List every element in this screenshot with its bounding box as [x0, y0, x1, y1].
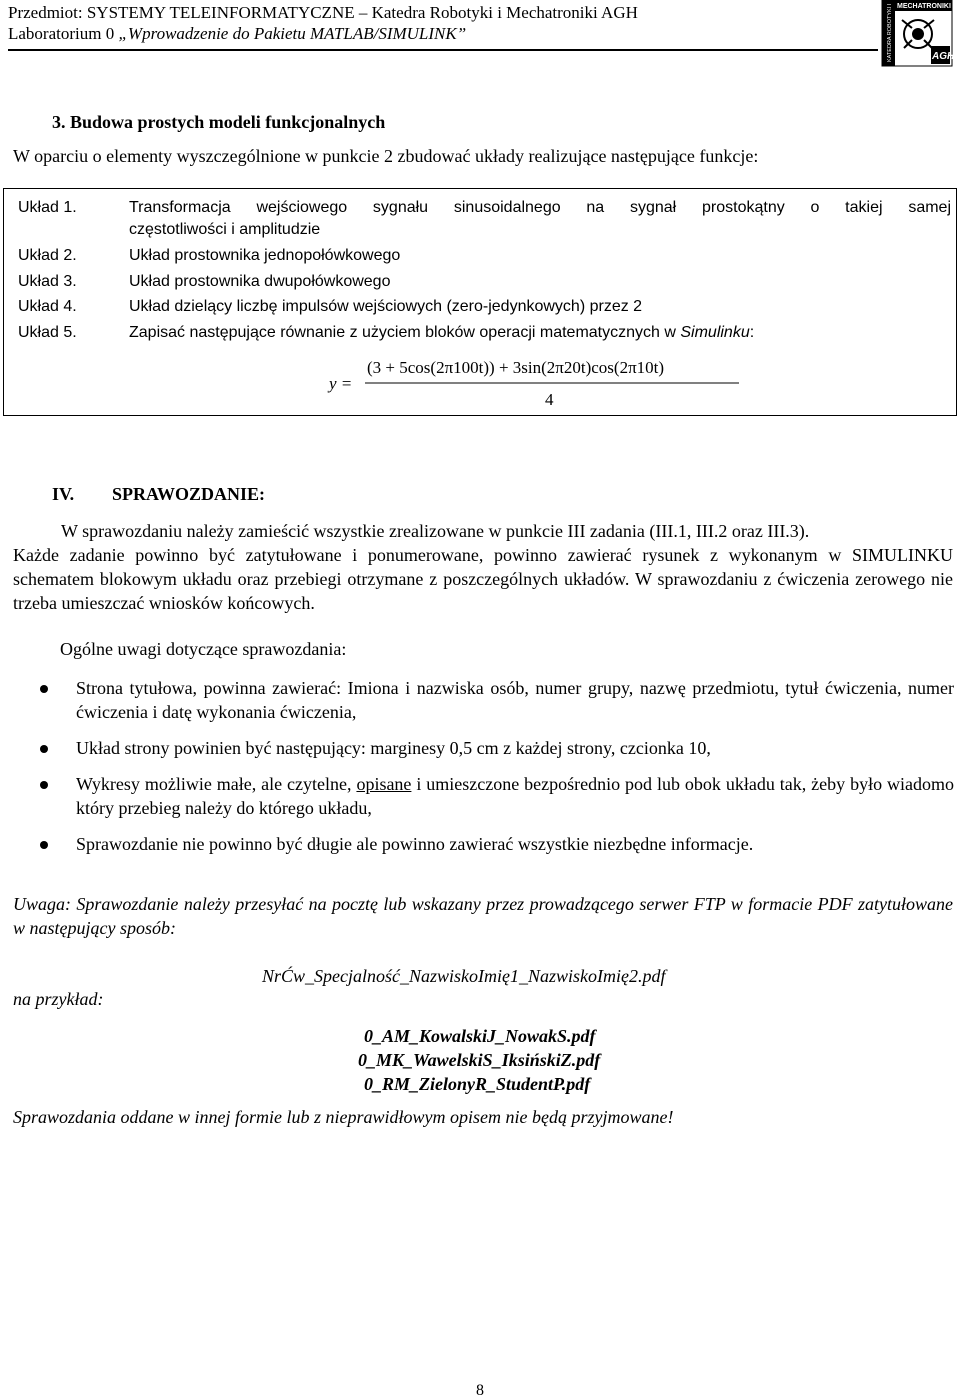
example-filename: 0_AM_KowalskiJ_NowakS.pdf: [364, 1026, 596, 1046]
logo-top-text: MECHATRONIKI: [897, 3, 951, 10]
katedra-logo-icon: [882, 0, 955, 66]
list-item-text-underlined: opisane: [356, 774, 412, 794]
submission-note: Uwaga: Sprawozdanie należy przesyłać na pocztę lub wskazany przez prowadzącego serwer FTP w formacie PDF zatytułowane w następujący sposób:: [13, 894, 953, 938]
bullet-icon: [40, 745, 48, 753]
list-item-text: Strona tytułowa, powinna zawierać: Imiona i nazwiska osób, numer grupy, nazwę przedmiotu, tytuł ćwiczenia, numer ćwiczenia i datę wykonania ćwiczenia,: [76, 678, 954, 722]
logo-agh-text: AGH: [932, 51, 955, 62]
task-text-continued: częstotliwości i amplitudzie: [129, 221, 321, 238]
header-lab-prefix: Laboratorium 0: [8, 24, 119, 43]
list-item-text-before: Wykresy możliwie małe, ale czytelne,: [76, 774, 357, 794]
header-lab-line: [8, 23, 878, 44]
page-number: 8: [476, 1382, 484, 1399]
tasks-table: [3, 188, 957, 416]
task-label: Układ 1.: [18, 199, 77, 216]
section-4-number: IV.: [52, 484, 75, 504]
header-course-line: Przedmiot: SYSTEMY TELEINFORMATYCZNE – Katedra Robotyki i Mechatroniki AGH: [8, 3, 638, 22]
report-requirements-paragraph: [13, 519, 953, 615]
task-label: Układ 2.: [18, 247, 77, 264]
section-4-heading: SPRAWOZDANIE:: [112, 484, 266, 504]
header-lab-title: „Wprowadzenie do Pakietu MATLAB/SIMULINK”: [118, 24, 467, 43]
filename-pattern: NrĆw_Specjalność_NazwiskoImię1_NazwiskoImię2.pdf: [262, 966, 666, 986]
task-text-prefix: Zapisać następujące równanie z użyciem bloków operacji matematycznych w: [129, 324, 681, 341]
general-notes-heading: Ogólne uwagi dotyczące sprawozdania:: [60, 639, 347, 659]
list-item-text: Sprawozdanie nie powinno być długie ale powinno zawierać wszystkie niezbędne informacje.: [76, 834, 754, 854]
list-item-text: Układ strony powinien być następujący: marginesy 0,5 cm z każdej strony, czcionka 10,: [76, 738, 711, 758]
list-item-text-after: i umieszczone bezpośrednio pod lub obok układu tak, żeby było wiadomo który przebieg należy do którego układu,: [76, 774, 954, 818]
task-label: Układ 4.: [18, 298, 77, 315]
task-text-suffix: :: [749, 324, 755, 341]
header-divider: [8, 49, 878, 51]
task-text: Transformacja wejściowego sygnału sinusoidalnego na sygnał prostokątny o takiej samej: [129, 199, 951, 216]
page-header: [8, 2, 878, 44]
equation-lhs: y =: [329, 374, 353, 393]
task-text: Układ prostownika dwupołówkowego: [129, 273, 391, 290]
equation-numerator: (3 + 5cos(2π100t)) + 3sin(2π20t)cos(2π10t): [367, 358, 665, 377]
task-text: Układ prostownika jednopołówkowego: [129, 247, 401, 264]
example-label: na przykład:: [13, 989, 104, 1009]
bullet-icon: [40, 685, 48, 693]
task-label: Układ 3.: [18, 273, 77, 290]
report-paragraph-line1: W sprawozdaniu należy zamieścić wszystkie zrealizowane w punkcie III zadania (III.1, III.2 oraz III.3).: [61, 521, 810, 541]
example-filename: 0_MK_WawelskiS_IksińskiZ.pdf: [358, 1050, 601, 1070]
task-label: Układ 5.: [18, 324, 77, 341]
logo-side-text: KATEDRA ROBOTYKI I: [887, 3, 893, 62]
report-paragraph-rest: Każde zadanie powinno być zatytułowane i ponumerowane, powinno zawierać rysunek z wykonanym w SIMULINKU schematem blokowym układu oraz przebiegi otrzymane z poszczególnych układów. W sprawozdaniu z ćwiczenia zerowego nie trzeba umieszczać wniosków końcowych.: [13, 545, 953, 613]
section-3-intro: W oparciu o elementy wyszczególnione w punkcie 2 zbudować układy realizujące następujące funkcje:: [13, 146, 759, 166]
list-item-text: [76, 772, 954, 820]
final-warning: Sprawozdania oddane w innej formie lub z nieprawidłowym opisem nie będą przyjmowane!: [13, 1107, 674, 1127]
bullet-icon: [40, 781, 48, 789]
bullet-icon: [40, 841, 48, 849]
example-filename: 0_RM_ZielonyR_StudentP.pdf: [364, 1074, 591, 1094]
task-text: Układ dzielący liczbę impulsów wejściowych (zero-jedynkowych) przez 2: [129, 298, 643, 315]
section-3-title: 3. Budowa prostych modeli funkcjonalnych: [52, 112, 386, 132]
equation: [329, 355, 769, 416]
task-text: [129, 322, 951, 344]
task-text-italic: Simulinku: [680, 324, 750, 341]
equation-denominator: 4: [545, 390, 554, 409]
